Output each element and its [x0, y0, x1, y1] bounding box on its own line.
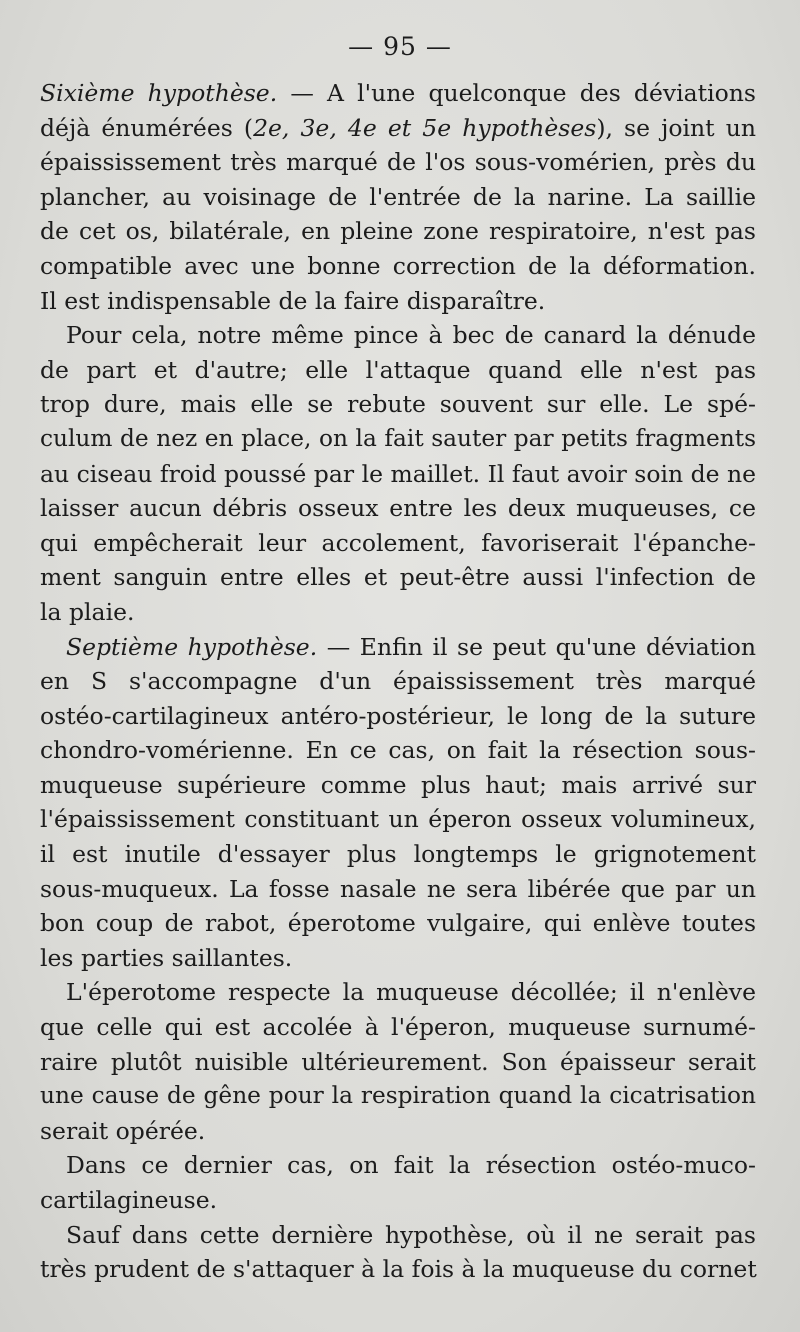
- paragraph: [40, 1148, 756, 1217]
- text-line: [40, 180, 756, 215]
- text-line: [40, 1218, 756, 1253]
- text-line: [40, 768, 756, 803]
- paragraph: [40, 76, 756, 318]
- line-text: au ciseau froid poussé par le maillet. Il faut avoir soin de ne: [40, 459, 757, 488]
- text-line: [40, 422, 756, 457]
- line-text: — A l'une quelconque des déviations: [277, 79, 756, 107]
- text-line: [40, 802, 756, 837]
- text-line: [40, 1148, 756, 1183]
- text-line: [40, 1079, 756, 1114]
- line-text: chondro-vomérienne. En ce cas, on fait la résection sous-: [40, 736, 756, 765]
- text-line: [40, 76, 756, 111]
- line-text: très prudent de s'attaquer à la fois à la muqueuse du cornet: [40, 1255, 757, 1284]
- line-text: trop dure, mais elle se rebute souvent sur elle. Le spé-: [40, 390, 756, 419]
- text-line: [40, 1183, 756, 1218]
- text-line: [40, 318, 756, 353]
- line-text: sous-muqueux. La fosse nasale ne sera libérée que par un: [40, 874, 756, 903]
- text-line: [40, 1114, 756, 1149]
- text-line: [40, 353, 756, 388]
- body-text: [40, 76, 756, 1287]
- paragraph: [40, 630, 756, 976]
- line-text: la plaie.: [40, 597, 135, 626]
- text-line: [40, 941, 756, 976]
- line-text: épaississement très marqué de l'os sous-vomérien, près du: [40, 148, 756, 177]
- paragraph: [40, 975, 756, 1148]
- text-line: [40, 975, 756, 1010]
- line-text: cartilagineuse.: [40, 1186, 218, 1214]
- text-line: [40, 1010, 756, 1045]
- line-text: de cet os, bilatérale, en pleine zone respiratoire, n'est pas: [40, 217, 756, 246]
- text-line: [40, 595, 756, 630]
- line-text: une cause de gêne pour la respiration quand la cicatrisation: [40, 1082, 756, 1110]
- text-line: [40, 491, 756, 526]
- line-text: Il est indispensable de la faire disparaître.: [40, 286, 546, 315]
- text-line: [40, 664, 756, 699]
- text-line: [40, 214, 756, 249]
- line-text: serait opérée.: [40, 1116, 206, 1145]
- paragraph: [40, 1218, 756, 1287]
- line-text: culum de nez en place, on la fait sauter par petits fragments: [40, 424, 756, 452]
- line-text: l'épaississement constituant un éperon osseux volumineux,: [40, 805, 756, 834]
- line-text: que celle qui est accolée à l'éperon, muqueuse surnumé-: [40, 1013, 756, 1042]
- line-text: qui empêcherait leur accolement, favoriserait l'épanche-: [40, 528, 756, 557]
- line-text: de part et d'autre; elle l'attaque quand elle n'est pas: [40, 355, 756, 384]
- line-text: Sauf dans cette dernière hypothèse, où il ne serait pas: [66, 1220, 756, 1249]
- text-line: [40, 457, 756, 492]
- hypothesis-references: 2e, 3e, 4e et 5e hypothèses: [253, 113, 597, 142]
- text-line: [40, 526, 756, 561]
- line-text: raire plutôt nuisible ultérieurement. Son épaisseur serait: [40, 1047, 756, 1076]
- text-line: [40, 387, 756, 422]
- text-line: [40, 145, 756, 180]
- text-line: [40, 560, 756, 595]
- line-text: laisser aucun débris osseux entre les deux muqueuses, ce: [40, 494, 756, 523]
- text-line: [40, 837, 756, 872]
- line-text: plancher, au voisinage de l'entrée de la narine. La saillie: [40, 182, 756, 211]
- text-line: [40, 284, 756, 319]
- line-text: muqueuse supérieure comme plus haut; mais arrivé sur: [40, 770, 756, 799]
- paragraph: [40, 318, 756, 629]
- hypothesis-heading: Septième hypothèse.: [66, 632, 318, 661]
- hypothesis-heading: Sixième hypothèse.: [40, 79, 278, 107]
- line-text: Dans ce dernier cas, on fait la résection ostéo-muco-: [66, 1151, 756, 1180]
- text-line: [40, 111, 756, 146]
- text-line: [40, 906, 756, 941]
- line-text: ostéo-cartilagineux antéro-postérieur, le long de la suture: [40, 701, 756, 730]
- text-line: [40, 733, 756, 768]
- page-number: — 95 —: [348, 32, 452, 61]
- text-line: [40, 1252, 756, 1287]
- line-text: L'éperotome respecte la muqueuse décollée; il n'enlève: [66, 978, 756, 1007]
- line-text: ment sanguin entre elles et peut-être aussi l'infection de: [40, 563, 756, 592]
- text-line: [40, 249, 756, 284]
- line-text: en S s'accompagne d'un épaississement très marqué: [40, 667, 756, 696]
- line-text: il est inutile d'essayer plus longtemps le grignotement: [40, 840, 756, 869]
- text-line: [40, 699, 756, 734]
- text-line: [40, 1045, 756, 1080]
- text-line: [40, 872, 756, 907]
- line-text: compatible avec une bonne correction de la déformation.: [40, 251, 756, 280]
- line-text: ), se joint un: [596, 113, 756, 142]
- line-text: Pour cela, notre même pince à bec de canard la dénude: [66, 321, 756, 350]
- line-text: bon coup de rabot, éperotome vulgaire, qui enlève toutes: [40, 909, 756, 938]
- text-line: [40, 630, 756, 665]
- line-text: les parties saillantes.: [40, 943, 293, 972]
- line-text: déjà énumérées (: [40, 113, 254, 142]
- line-text: — Enfin il se peut qu'une déviation: [317, 632, 756, 661]
